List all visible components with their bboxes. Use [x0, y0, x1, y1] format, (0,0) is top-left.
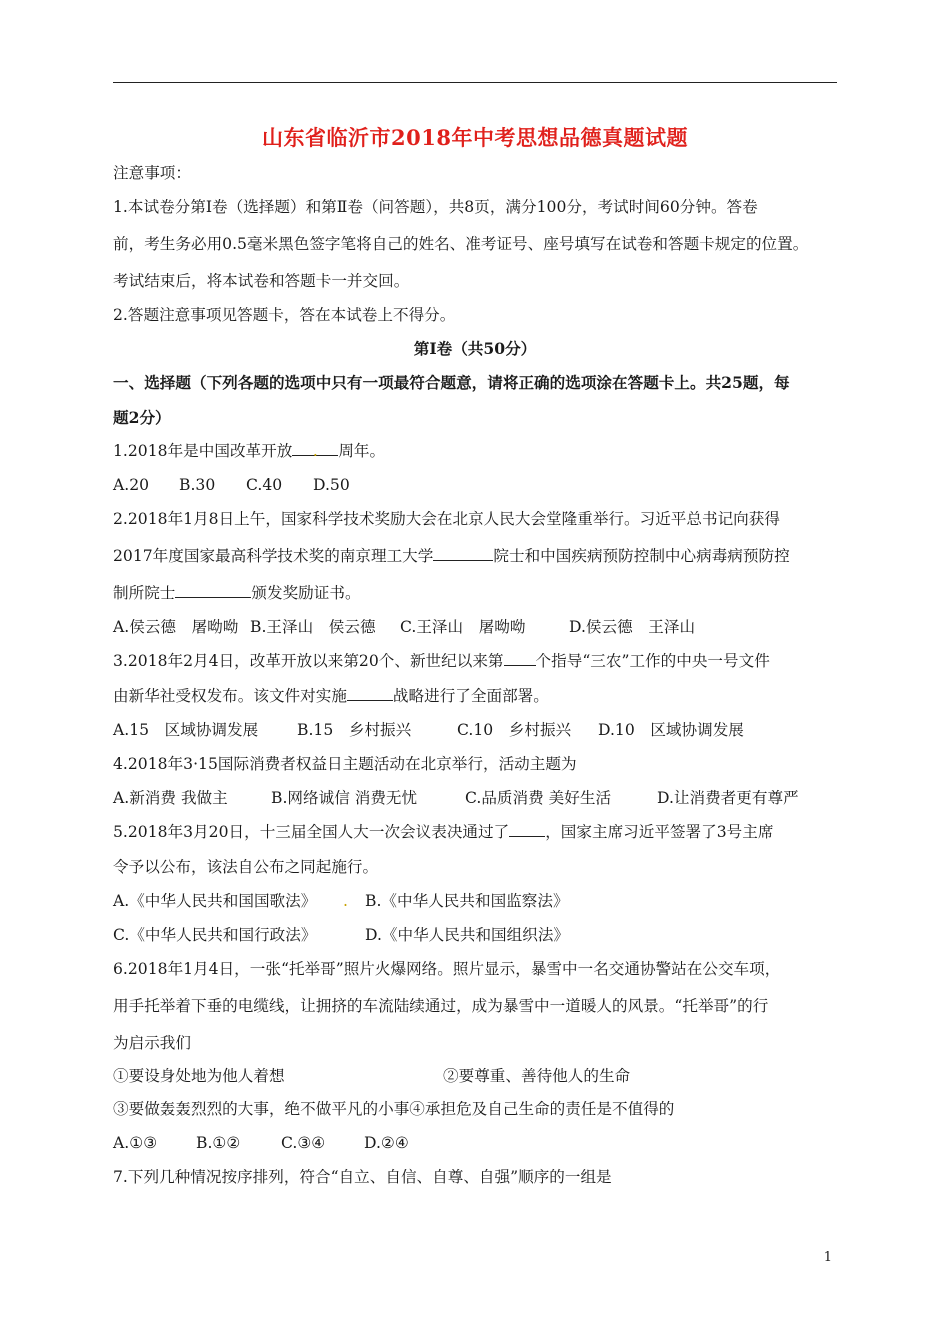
- q3-line1-b: 个指导“三农”工作的中央一号文件: [535, 652, 770, 670]
- question-6-options: [113, 1133, 409, 1153]
- q3-option-d: D.10 区域协调发展: [598, 721, 744, 739]
- notice-item2: 2.答题注意事项见答题卡，答在本试卷上不得分。: [113, 306, 456, 324]
- question-6-statements-row2: [113, 1099, 674, 1119]
- q1-stem-a: 1.2018年是中国改革开放: [113, 442, 293, 460]
- q5-line1-a: 5.2018年3月20日，十三届全国人大一次会议表决通过了: [113, 823, 510, 841]
- question-7-line1: 7.下列几种情况按序排列，符合“自立、自信、自尊、自强”顺序的一组是: [113, 1168, 612, 1186]
- header-rule: [113, 82, 837, 83]
- q1-blank: [292, 441, 338, 460]
- question-3-options: [113, 720, 744, 740]
- notice-item1-line1: 1.本试卷分第Ⅰ卷（选择题）和第Ⅱ卷（问答题），共8页，满分100分，考试时间60分钟。答卷: [113, 198, 758, 216]
- notice-item1-line2: 前，考生务必用0.5毫米黑色签字笔将自己的姓名、准考证号、座号填写在试卷和答题卡规定的位置。: [113, 235, 809, 253]
- q6-statement-3: ③要做轰轰烈烈的大事，绝不做平凡的小事: [113, 1100, 410, 1118]
- notice-item1-line3: 考试结束后，将本试卷和答题卡一并交回。: [113, 272, 410, 290]
- question-2-line2: [113, 546, 790, 566]
- q5-option-d: D.《中华人民共和国组织法》: [365, 926, 570, 944]
- q2-line2-a: 2017年度国家最高科学技术奖的南京理工大学: [113, 547, 434, 565]
- question-3-line1: [113, 651, 770, 671]
- q2-blank-2: [175, 583, 251, 598]
- question-6-statements-row1: [113, 1066, 630, 1086]
- q4-option-a: A.新消费 我做主: [113, 789, 228, 807]
- question-4-line1: 4.2018年3·15国际消费者权益日主题活动在北京举行，活动主题为: [113, 755, 577, 773]
- q5-stray-mark: .: [343, 892, 348, 910]
- q1-option-a: A.20: [113, 476, 150, 494]
- section-heading: 第Ⅰ卷（共50分）: [413, 339, 537, 358]
- question-5-options-row2: [113, 925, 569, 945]
- q5-option-b: B.《中华人民共和国监察法》: [365, 892, 569, 910]
- question-6-line3: 为启示我们: [113, 1034, 191, 1052]
- q1-option-d: D.50: [313, 476, 350, 494]
- q5-line1-b: ，国家主席习近平签署了3号主席: [545, 823, 774, 841]
- q6-option-b: B.①②: [196, 1134, 241, 1152]
- q2-option-a: A.侯云德 屠呦呦: [113, 618, 239, 636]
- q6-statement-2: ②要尊重、善待他人的生命: [443, 1067, 631, 1085]
- q6-option-c: C.③④: [281, 1134, 326, 1152]
- q2-blank-1: [433, 546, 493, 561]
- section-instruction-line2: 题2分）: [113, 408, 171, 427]
- q1-blank-mark: .: [312, 442, 318, 460]
- q6-statement-4: ④承担危及自己生命的责任是不值得的: [409, 1100, 675, 1118]
- question-5-line2: 令予以公布，该法自公布之同起施行。: [113, 858, 379, 876]
- question-6-line2: 用手托举着下垂的电缆线，让拥挤的车流陆续通过，成为暴雪中一道暖人的风景。“托举哥”的行: [113, 997, 769, 1015]
- question-4-options: [113, 788, 799, 808]
- q2-option-b: B.王泽山 侯云德: [250, 618, 376, 636]
- q3-option-a: A.15 区域协调发展: [113, 721, 259, 739]
- q2-option-c: C.王泽山 屠呦呦: [400, 618, 526, 636]
- q1-option-b: B.30: [179, 476, 216, 494]
- question-3-line2: [113, 686, 549, 706]
- q1-option-c: C.40: [246, 476, 283, 494]
- q3-option-c: C.10 乡村振兴: [457, 721, 572, 739]
- q4-option-b: B.网络诚信 消费无忧: [271, 789, 418, 807]
- q3-blank-1: [504, 651, 536, 666]
- question-6-line1: 6.2018年1月4日，一张“托举哥”照片火爆网络。照片显示，暴雪中一名交通协警站在公交车项，: [113, 960, 781, 978]
- question-5-line1: [113, 822, 773, 842]
- q3-option-b: B.15 乡村振兴: [297, 721, 412, 739]
- q5-option-a: A.《中华人民共和国国歌法》: [113, 892, 317, 910]
- q3-line1-a: 3.2018年2月4日，改革开放以来第20个、新世纪以来第: [113, 652, 504, 670]
- notice-heading: 注意事项：: [113, 164, 191, 182]
- q4-option-d: D.让消费者更有尊严: [657, 789, 799, 807]
- question-1-stem: [113, 441, 385, 461]
- q6-option-d: D.②④: [364, 1134, 409, 1152]
- q5-blank: [509, 822, 545, 837]
- question-2-line3: [113, 583, 361, 603]
- q2-option-d: D.侯云德 王泽山: [569, 618, 696, 636]
- q2-line3-b: 颁发奖励证书。: [251, 584, 361, 602]
- q6-statement-1: ①要设身处地为他人着想: [113, 1067, 285, 1085]
- q4-option-c: C.品质消费 美好生活: [465, 789, 612, 807]
- page-number: 1: [823, 1250, 832, 1265]
- q3-line2-a: 由新华社受权发布。该文件对实施: [113, 687, 347, 705]
- q2-line3-a: 制所院士: [113, 584, 176, 602]
- q3-blank-2: [347, 686, 393, 701]
- question-2-line1: 2.2018年1月8日上午，国家科学技术奖励大会在北京人民大会堂隆重举行。习近平总书记向获得: [113, 510, 780, 528]
- section-instruction-line1: 一、选择题（下列各题的选项中只有一项最符合题意，请将正确的选项涂在答题卡上。共25题，每: [113, 373, 790, 392]
- q5-option-c: C.《中华人民共和国行政法》: [113, 926, 317, 944]
- question-1-options: [113, 475, 350, 495]
- q1-stem-b: 周年。: [338, 442, 386, 460]
- page-title: 山东省临沂市2018年中考思想品德真题试题: [262, 125, 688, 150]
- q3-line2-b: 战略进行了全面部署。: [392, 687, 549, 705]
- q6-option-a: A.①③: [113, 1134, 158, 1152]
- question-2-options: [113, 617, 695, 637]
- question-5-options-row1: [113, 891, 569, 911]
- q2-line2-b: 院士和中国疾病预防控制中心病毒病预防控: [493, 547, 790, 565]
